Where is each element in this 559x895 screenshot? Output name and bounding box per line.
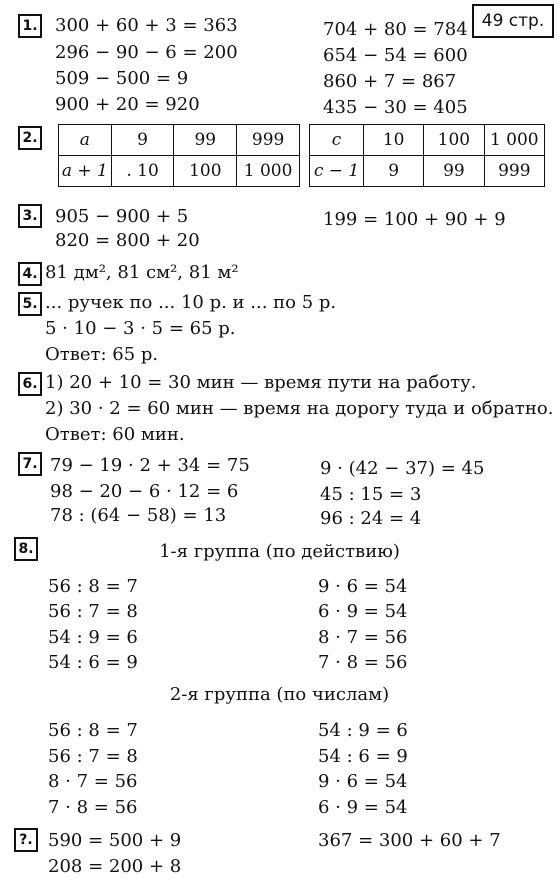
task-7-line: 98 − 20 − 6 · 12 = 6 (50, 481, 239, 502)
task-3-number: 3. (18, 204, 42, 228)
task-7-number: 7. (18, 452, 42, 476)
task-7-line: 9 · (42 − 37) = 45 (320, 458, 485, 479)
table-cell: . 10 (111, 156, 174, 187)
task-1-line: 860 + 7 = 867 (323, 71, 457, 92)
task-7-line: 45 : 15 = 3 (320, 484, 422, 505)
group-2-line: 56 : 8 = 7 (48, 720, 138, 741)
group-1-line: 54 : 9 = 6 (48, 627, 138, 648)
group-2-line: 54 : 6 = 9 (318, 746, 408, 767)
table-cell: 999 (484, 156, 544, 187)
table-cell: a (59, 125, 112, 156)
group-1-title: 1-я группа (по действию) (159, 541, 400, 562)
task-4-line: 81 дм², 81 см², 81 м² (45, 262, 239, 283)
task-5-line: Ответ: 65 р. (45, 344, 159, 365)
table-cell: 100 (424, 125, 484, 156)
table-cell: 1 000 (484, 125, 544, 156)
table-cell: 9 (111, 125, 174, 156)
table-cell: 10 (364, 125, 424, 156)
group-1-line: 9 · 6 = 54 (318, 576, 408, 597)
task-5-line: 5 · 10 − 3 · 5 = 65 р. (45, 318, 236, 339)
task-3-line: 199 = 100 + 90 + 9 (323, 209, 506, 230)
group-1-line: 7 · 8 = 56 (318, 652, 408, 673)
task-6-line: 1) 20 + 10 = 30 мин — время пути на работу. (45, 372, 477, 393)
table-cell: 1 000 (237, 156, 300, 187)
group-2-line: 7 · 8 = 56 (48, 797, 138, 818)
table-cell: 99 (424, 156, 484, 187)
table-cell: c (310, 125, 364, 156)
table-cell: 100 (174, 156, 237, 187)
table-cell: a + 1 (59, 156, 112, 187)
task-1-line: 300 + 60 + 3 = 363 (55, 15, 238, 36)
group-2-line: 6 · 9 = 54 (318, 797, 408, 818)
group-2-line: 8 · 7 = 56 (48, 771, 138, 792)
task-1-line: 435 − 30 = 405 (323, 97, 468, 118)
group-1-line: 56 : 7 = 8 (48, 601, 138, 622)
task-8-number: 8. (14, 537, 38, 561)
task-9-line: 208 = 200 + 8 (48, 856, 182, 877)
task-2-number: 2. (18, 126, 42, 150)
group-2-title: 2-я группа (по числам) (169, 684, 390, 705)
task-1-line: 509 − 500 = 9 (55, 68, 189, 89)
task-1-line: 704 + 80 = 784 (323, 19, 468, 40)
task-9-number: ?. (14, 828, 38, 852)
table-cell: 999 (237, 125, 300, 156)
task-5-number: 5. (18, 292, 42, 316)
table-a (58, 124, 300, 187)
group-2-line: 54 : 9 = 6 (318, 720, 408, 741)
table-cell: 99 (174, 125, 237, 156)
task-1-line: 654 − 54 = 600 (323, 45, 468, 66)
task-6-line: 2) 30 · 2 = 60 мин — время на дорогу туда и обратно. (45, 398, 554, 419)
task-3-line: 820 = 800 + 20 (55, 230, 200, 251)
table-cell: c − 1 (310, 156, 364, 187)
page-number-label: 49 стр. (472, 4, 554, 38)
task-6-number: 6. (18, 372, 42, 396)
task-1-line: 296 − 90 − 6 = 200 (55, 42, 238, 63)
group-1-line: 6 · 9 = 54 (318, 601, 408, 622)
group-1-line: 56 : 8 = 7 (48, 576, 138, 597)
group-2-line: 56 : 7 = 8 (48, 746, 138, 767)
task-1-number: 1. (18, 14, 42, 38)
task-7-line: 96 : 24 = 4 (320, 508, 422, 529)
task-7-line: 79 − 19 · 2 + 34 = 75 (50, 455, 250, 476)
task-9-line: 590 = 500 + 9 (48, 830, 182, 851)
task-6-line: Ответ: 60 мин. (45, 424, 185, 445)
group-1-line: 54 : 6 = 9 (48, 652, 138, 673)
group-2-line: 9 · 6 = 54 (318, 771, 408, 792)
table-cell: 9 (364, 156, 424, 187)
task-7-line: 78 : (64 − 58) = 13 (50, 505, 227, 526)
task-9-line: 367 = 300 + 60 + 7 (318, 830, 501, 851)
group-1-line: 8 · 7 = 56 (318, 627, 408, 648)
task-3-line: 905 − 900 + 5 (55, 206, 189, 227)
task-4-number: 4. (18, 262, 42, 286)
table-c (309, 124, 545, 187)
task-1-line: 900 + 20 = 920 (55, 94, 200, 115)
task-5-line: ... ручек по ... 10 р. и ... по 5 р. (45, 292, 337, 313)
